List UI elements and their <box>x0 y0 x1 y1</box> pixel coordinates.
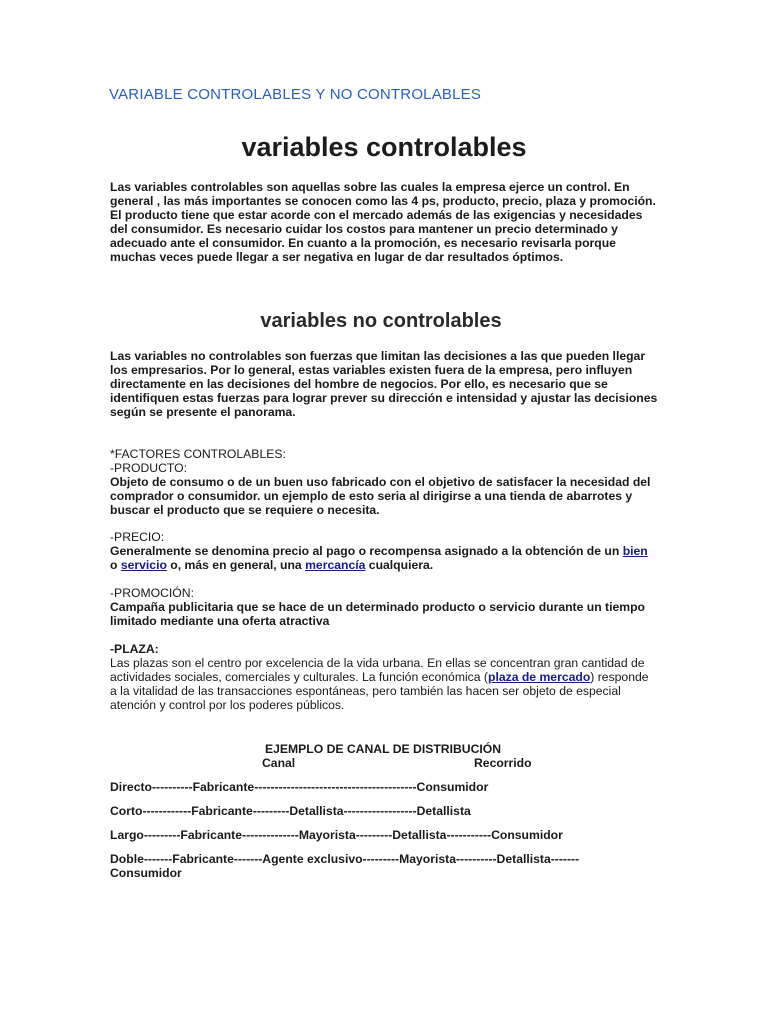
heading-controllable-variables: variables controlables <box>241 132 527 162</box>
precio-label: -PRECIO: <box>110 530 165 544</box>
link-mercancia[interactable]: mercancía <box>305 558 366 572</box>
producto-text: Objeto de consumo o de un buen uso fabricado con el objetivo de satisfacer la necesidad del comprador o consumidor. un ejemplo de esto seria al dirigirse a una tienda de abarrotes y buscar el producto que se requiere o necesita. <box>110 475 651 517</box>
precio-text-part-1: Generalmente se denomina precio al pago o recompensa asignado a la obtención de un <box>110 544 623 558</box>
precio-text-part-4: cualquiera. <box>365 558 434 572</box>
section-precio <box>110 530 658 572</box>
distribution-channel-title: EJEMPLO DE CANAL DE DISTRIBUCIÓN <box>264 742 502 756</box>
plaza-text <box>110 656 658 712</box>
channel-row-directo: Directo----------Fabricante----------------------------------------Consumidor <box>110 780 489 794</box>
precio-text-part-2: o <box>110 558 121 572</box>
section-controllable-factors <box>110 447 658 517</box>
section-promocion <box>110 586 658 628</box>
channel-row-largo: Largo---------Fabricante--------------Mayorista---------Detallista-----------Consumidor <box>110 828 563 842</box>
paragraph-uncontrollable-variables: Las variables no controlables son fuerzas que limitan las decisiones a las que pueden llegar los empresarios. Por lo general, estas variables existen fuera de la empresa, pero influyen directamente en las decisiones del hombre de negocios. Por ello, es necesario que se identifiquen estas fuerzas para lograr prever su dirección e intensidad y ajustar las decisiones según se presente el panorama. <box>110 349 658 419</box>
column-header-canal: Canal <box>262 756 296 770</box>
promocion-text: Campaña publicitaria que se hace de un determinado producto o servicio durante un tiempo limitado mediante una oferta atractiva <box>110 600 645 628</box>
factors-title: *FACTORES CONTROLABLES: <box>110 447 286 461</box>
plaza-text-part-1: Las plazas son el centro por excelencia de la vida urbana. En ellas se concentran gran cantidad de actividades sociales, comerciales y culturales. La función económica ( <box>110 656 645 684</box>
precio-text-part-3: o, más en general, una <box>166 558 306 572</box>
link-bien[interactable]: bien <box>622 544 648 558</box>
plaza-text-part-2: ) responde a la vitalidad de las transacciones espontáneas, pero también las hacen ser objeto de especial atención y control por los poderes públicos. <box>110 670 649 712</box>
section-plaza <box>110 642 658 712</box>
channel-row-doble: Doble-------Fabricante-------Agente exclusivo---------Mayorista----------Detallista------- Consumidor <box>110 852 580 880</box>
producto-label: -PRODUCTO: <box>110 461 187 475</box>
promocion-label: -PROMOCIÓN: <box>110 586 194 600</box>
channel-row-corto: Corto------------Fabricante---------Detallista------------------Detallista <box>110 804 471 818</box>
column-header-recorrido: Recorrido <box>474 756 532 770</box>
plaza-label: -PLAZA: <box>110 642 159 656</box>
precio-text <box>110 544 658 572</box>
link-servicio[interactable]: servicio <box>120 558 167 572</box>
heading-uncontrollable-variables: variables no controlables <box>260 310 502 332</box>
document-title: VARIABLE CONTROLABLES Y NO CONTROLABLES <box>109 86 482 103</box>
paragraph-controllable-variables: Las variables controlables son aquellas sobre las cuales la empresa ejerce un control. En general , las más importantes se conocen como las 4 ps, producto, precio, plaza y promoción. El producto tiene que estar acorde con el mercado además de las exigencias y necesidades del consumidor. Es necesario cuidar los costos para mantener un precio determinado y adecuado ante el consumidor. En cuanto a la promoción, es necesario revisarla porque muchas veces puede llegar a ser negativa en lugar de dar resultados óptimos. <box>110 180 656 264</box>
link-plaza-de-mercado[interactable]: plaza de mercado <box>488 670 591 684</box>
